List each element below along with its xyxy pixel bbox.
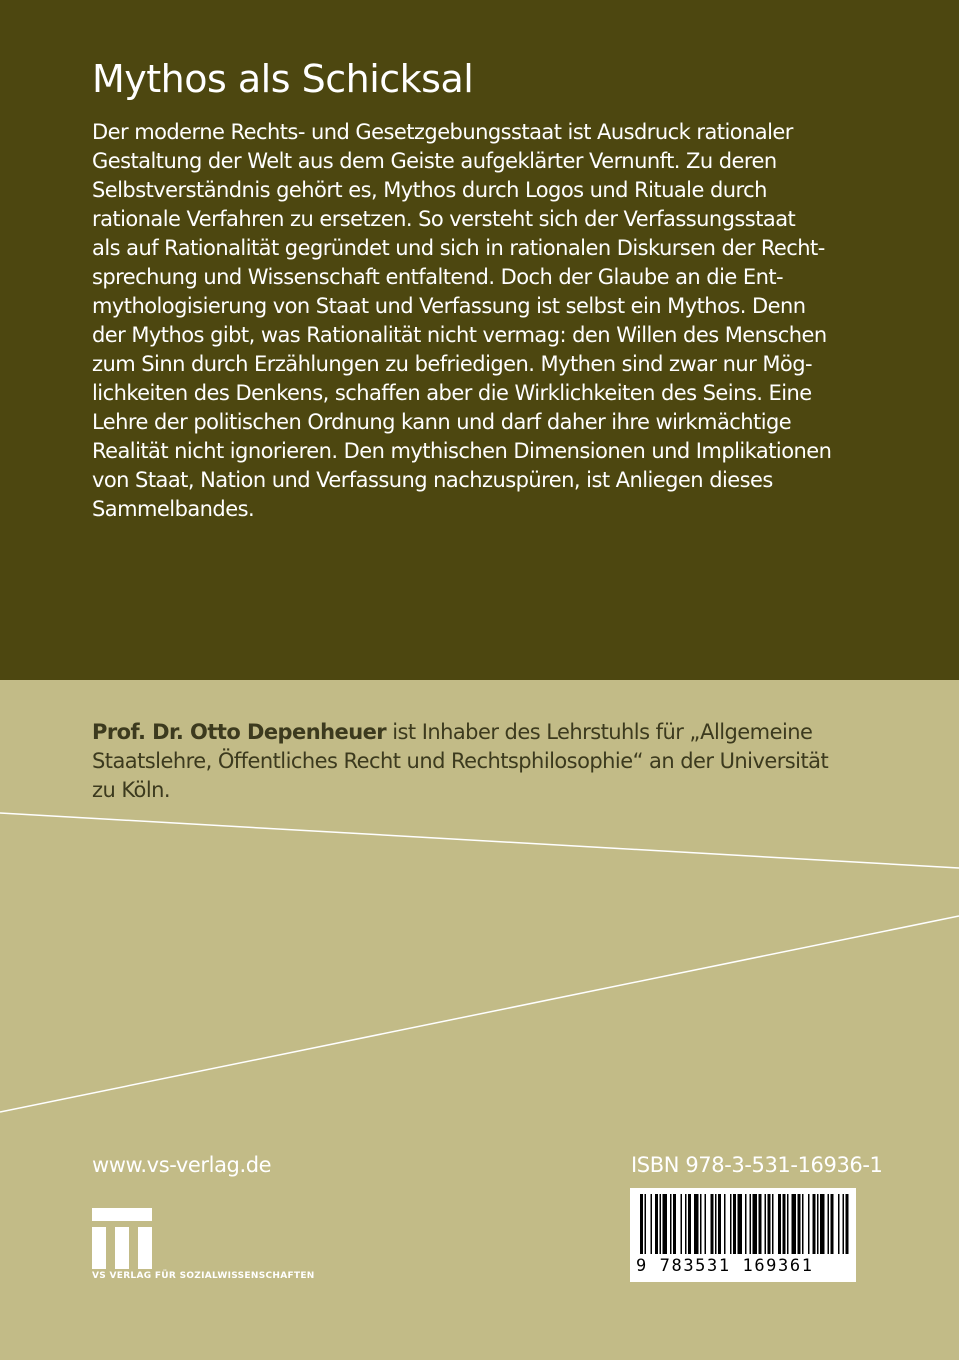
blurb-text [92, 118, 872, 524]
barcode-bar [753, 1194, 758, 1254]
barcode-bar [802, 1194, 804, 1254]
barcode-bar [681, 1194, 683, 1254]
book-title: Mythos als Schicksal [92, 57, 474, 101]
barcode-bar [705, 1194, 707, 1254]
barcode-bar [817, 1194, 819, 1254]
barcode-bar [831, 1194, 834, 1254]
blurb-line: als auf Rationalität gegründet und sich in rationalen Diskursen der Recht- [92, 236, 825, 260]
barcode-bar [685, 1194, 687, 1254]
barcode-bar [688, 1194, 691, 1254]
barcode-bar [828, 1194, 830, 1254]
blurb-line: Gestaltung der Welt aus dem Geiste aufgeklärter Vernunft. Zu deren [92, 149, 777, 173]
author-bio-line: zu Köln. [92, 778, 171, 802]
barcode-bar [787, 1194, 789, 1254]
blurb-line: Sammelbandes. [92, 497, 255, 521]
barcode-bar [765, 1194, 767, 1254]
barcode-bar [798, 1194, 801, 1254]
barcode-bar [745, 1194, 747, 1254]
decorative-line-upper [0, 813, 959, 868]
blurb-line: mythologisierung von Staat und Verfassung ist selbst ein Mythos. Denn [92, 294, 806, 318]
blurb-line: Realität nicht ignorieren. Den mythischen Dimensionen und Implikationen [92, 439, 832, 463]
barcode-bar [820, 1194, 825, 1254]
barcode-bar [651, 1194, 653, 1254]
blurb-line: rationale Verfahren zu ersetzen. So versteht sich der Verfassungsstaat [92, 207, 796, 231]
barcode-bar [718, 1194, 721, 1254]
barcode-digits: 9 783531 169361 [636, 1256, 814, 1276]
barcode-bar [808, 1194, 810, 1254]
barcode-bar [655, 1194, 658, 1254]
barcode-bar [750, 1194, 752, 1254]
barcode-bar [700, 1194, 702, 1254]
barcode-bar [660, 1194, 662, 1254]
barcode-bar [730, 1194, 732, 1254]
barcode-bar [783, 1194, 786, 1254]
barcode-bar [711, 1194, 714, 1254]
author-bio-line [92, 718, 882, 747]
author-name: Prof. Dr. Otto Depenheuer [92, 720, 387, 744]
isbn-text: ISBN 978-3-531-16936-1 [631, 1153, 883, 1177]
barcode-bar [733, 1194, 736, 1254]
blurb-line: Der moderne Rechts- und Gesetzgebungsstaat ist Ausdruck rationaler [92, 120, 793, 144]
barcode-bar [792, 1194, 797, 1254]
barcode-bar [838, 1194, 840, 1254]
barcode-bar [673, 1194, 676, 1254]
blurb-line: Lehre der politischen Ordnung kann und darf daher ihre wirkmächtige [92, 410, 792, 434]
blurb-line: Selbstverständnis gehört es, Mythos durch Logos und Rituale durch [92, 178, 767, 202]
barcode-bar [663, 1194, 668, 1254]
barcode-bar [738, 1194, 743, 1254]
barcode-bar [715, 1194, 717, 1254]
barcode-bar [768, 1194, 771, 1254]
barcode-bar [813, 1194, 816, 1254]
barcode-bar [772, 1194, 774, 1254]
publisher-url: www.vs-verlag.de [92, 1153, 272, 1177]
blurb-line: zum Sinn durch Erzählungen zu befriedigen. Mythen sind zwar nur Mög- [92, 352, 813, 376]
publisher-logo-text: VS VERLAG FÜR SOZIALWISSENSCHAFTEN [92, 1271, 315, 1281]
decorative-line-lower [0, 916, 959, 1112]
barcode-bar [759, 1194, 762, 1254]
blurb-line: der Mythos gibt, was Rationalität nicht vermag: den Willen des Menschen [92, 323, 827, 347]
author-bio-line: Staatslehre, Öffentliches Recht und Rechtsphilosophie“ an der Universität [92, 749, 829, 773]
author-bio-text: ist Inhaber des Lehrstuhls für „Allgemeine [386, 720, 813, 744]
barcode-bar [670, 1194, 672, 1254]
blurb-line: sprechung und Wissenschaft entfaltend. Doch der Glaube an die Ent- [92, 265, 784, 289]
barcode-bar [645, 1194, 647, 1254]
blurb-line: lichkeiten des Denkens, schaffen aber die Wirklichkeiten des Seins. Eine [92, 381, 812, 405]
barcode-bar [694, 1194, 699, 1254]
barcode-bar [843, 1194, 845, 1254]
isbn-barcode [630, 1188, 856, 1282]
barcode-bar [778, 1194, 781, 1254]
barcode-bar [724, 1194, 726, 1254]
barcode-bar [846, 1194, 849, 1254]
barcode-bar [640, 1194, 643, 1254]
author-bio [92, 718, 882, 805]
blurb-line: von Staat, Nation und Verfassung nachzuspüren, ist Anliegen dieses [92, 468, 773, 492]
